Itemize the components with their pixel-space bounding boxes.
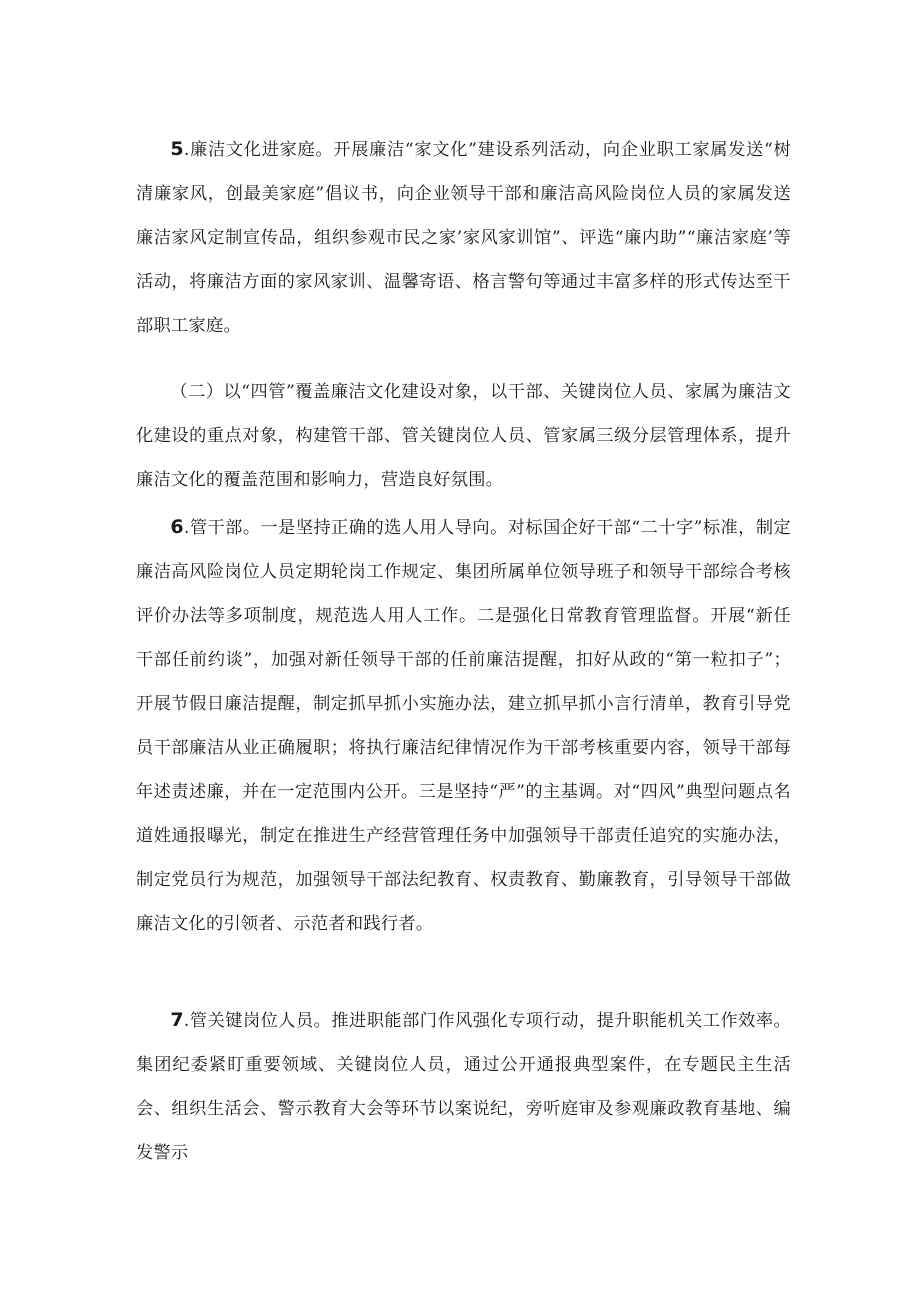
paragraph-item-6 <box>136 505 791 946</box>
paragraph-item-7 <box>136 998 791 1175</box>
paragraph-text: .管关键岗位人员。推进职能部门作风强化专项行动，提升职能机关工作效率。集团纪委紧盯重要领域、关键岗位人员，通过公开通报典型案件，在专题民主生活会、组织生活会、警示教育大会等环节以案说纪，旁听庭审及参观廉政教育基地、编发警示 <box>136 1011 791 1163</box>
paragraph-item-5 <box>136 127 791 348</box>
section-heading-paragraph <box>136 370 791 502</box>
paragraph-text: （二）以“四管”覆盖廉洁文化建设对象，以干部、关键岗位人员、家属为廉洁文化建设的重点对象，构建管干部、管关键岗位人员、管家属三级分层管理体系，提升廉洁文化的覆盖范围和影响力，营造良好氛围。 <box>136 382 791 490</box>
item-number: 5 <box>170 138 184 160</box>
paragraph-text: .管干部。一是坚持正确的选人用人导向。对标国企好干部“二十字”标准，制定廉洁高风险岗位人员定期轮岗工作规定、集团所属单位领导班子和领导干部综合考核评价办法等多项制度，规范选人用人工作。二是强化日常教育管理监督。开展“新任干部任前约谈”，加强对新任领导干部的任前廉洁提醒，扣好从政的“第一粒扣子”；开展节假日廉洁提醒，制定抓早抓小实施办法，建立抓早抓小言行清单，教育引导党员干部廉洁从业正确履职；将执行廉洁纪律情况作为干部考核重要内容，领导干部每年述责述廉，并在一定范围内公开。三是坚持“严”的主基调。对“四风”典型问题点名道姓通报曝光，制定在推进生产经营管理任务中加强领导干部责任追究的实施办法，制定党员行为规范，加强领导干部法纪教育、权责教育、勤廉教育，引导领导干部做廉洁文化的引领者、示范者和践行者。 <box>136 518 791 934</box>
item-number: 6 <box>170 516 184 538</box>
paragraph-text: .廉洁文化进家庭。开展廉洁“家文化”建设系列活动，向企业职工家属发送“树清廉家风，创最美家庭”倡议书，向企业领导干部和廉洁高风险岗位人员的家属发送廉洁家风定制宣传品，组织参观市民之家’家风家训馆”、评选“廉内助”“廉洁家庭’等活动，将廉洁方面的家风家训、温馨寄语、格言警句等通过丰富多样的形式传达至干部职工家庭。 <box>136 140 791 336</box>
item-number: 7 <box>170 1009 184 1031</box>
